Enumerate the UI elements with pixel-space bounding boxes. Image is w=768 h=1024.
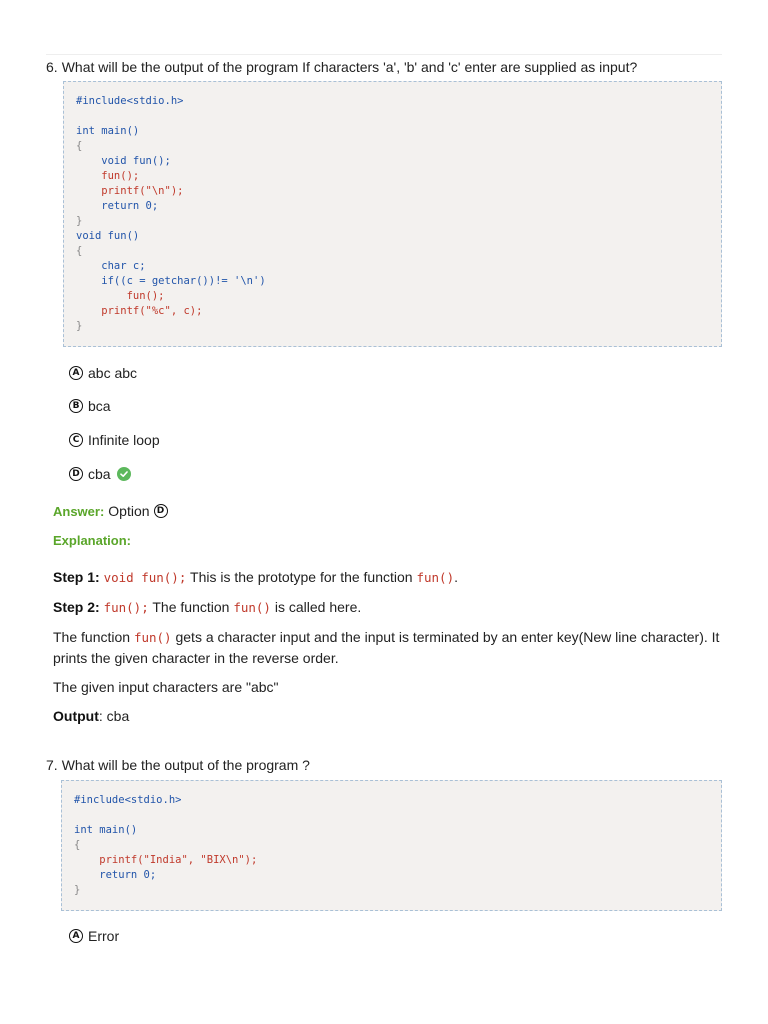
code-line: { (74, 839, 81, 851)
option-a[interactable] (69, 928, 119, 944)
code-line: } (74, 884, 81, 896)
code-line: printf("\n"); (76, 185, 184, 197)
option-b[interactable] (69, 398, 111, 414)
option-letter-badge: C (69, 433, 83, 447)
code-listing (64, 82, 721, 334)
code-line: { (76, 245, 83, 257)
answer-text: Option (108, 503, 150, 519)
input-note: The given input characters are "abc" (53, 679, 279, 695)
question-7-title (46, 757, 310, 773)
code-line: } (76, 320, 83, 332)
question-text: What will be the output of the program If characters 'a', 'b' and 'c' enter are supplied as input? (61, 59, 638, 75)
inline-code: fun() (416, 570, 455, 585)
inline-code: fun(); (103, 600, 149, 615)
code-line: return 0; (74, 869, 157, 881)
code-listing (62, 781, 721, 898)
inline-code: fun() (133, 630, 172, 645)
code-line: { (76, 140, 83, 152)
explanation-paragraph (53, 627, 723, 668)
step-end: is called here. (274, 599, 362, 615)
code-line: fun(); (76, 290, 165, 302)
code-line: char c; (76, 260, 146, 272)
code-line: } (76, 215, 83, 227)
check-circle-icon (117, 467, 131, 481)
paragraph-text: The function (53, 629, 131, 645)
step-end: . (454, 569, 459, 585)
option-text: cba (88, 466, 111, 482)
option-letter-badge: D (69, 467, 83, 481)
code-line: #include<stdio.h> (74, 794, 182, 806)
inline-code: void fun(); (103, 570, 187, 585)
question-6-title (46, 59, 637, 75)
explanation-label: Explanation: (53, 533, 132, 548)
code-line: fun(); (76, 170, 140, 182)
answer-label: Answer: (53, 503, 105, 519)
paragraph-text: gets a character input and the input is terminated by an enter key(New line character). It prints the given character in the reverse order. (53, 629, 720, 666)
code-line: if((c = getchar())!= '\n') (76, 275, 266, 287)
output-label: Output (53, 708, 99, 724)
step-label: Step 1: (53, 569, 100, 585)
answer-line (53, 503, 173, 519)
option-letter-badge: A (69, 366, 83, 380)
output-line (53, 706, 129, 726)
code-line: int main() (74, 824, 138, 836)
step-label: Step 2: (53, 599, 100, 615)
option-text: abc abc (88, 365, 138, 381)
step-2 (53, 597, 361, 618)
question-number: 7. (46, 757, 58, 773)
code-line: void fun() (76, 230, 140, 242)
option-letter-badge: A (69, 929, 83, 943)
inline-code: fun() (233, 600, 271, 615)
divider (46, 54, 722, 55)
question-number: 6. (46, 59, 58, 75)
question-text: What will be the output of the program ? (61, 757, 310, 773)
output-text: : cba (98, 708, 130, 724)
code-line: printf("India", "BIX\n"); (74, 854, 258, 866)
step-1 (53, 567, 458, 588)
option-d[interactable] (69, 466, 131, 482)
option-a[interactable] (69, 365, 137, 381)
answer-letter-badge: D (154, 504, 168, 518)
step-text: The function (152, 599, 230, 615)
code-line: void fun(); (76, 155, 171, 167)
code-line: return 0; (76, 200, 159, 212)
code-line: int main() (76, 125, 140, 137)
code-line: printf("%c", c); (76, 305, 203, 317)
option-text: Infinite loop (88, 432, 160, 448)
option-text: bca (88, 398, 111, 414)
step-text: This is the prototype for the function (190, 569, 413, 585)
option-c[interactable] (69, 432, 160, 448)
code-line: #include<stdio.h> (76, 95, 184, 107)
option-letter-badge: B (69, 399, 83, 413)
option-text: Error (88, 928, 120, 944)
code-block-q6 (63, 81, 722, 347)
code-block-q7 (61, 780, 722, 911)
